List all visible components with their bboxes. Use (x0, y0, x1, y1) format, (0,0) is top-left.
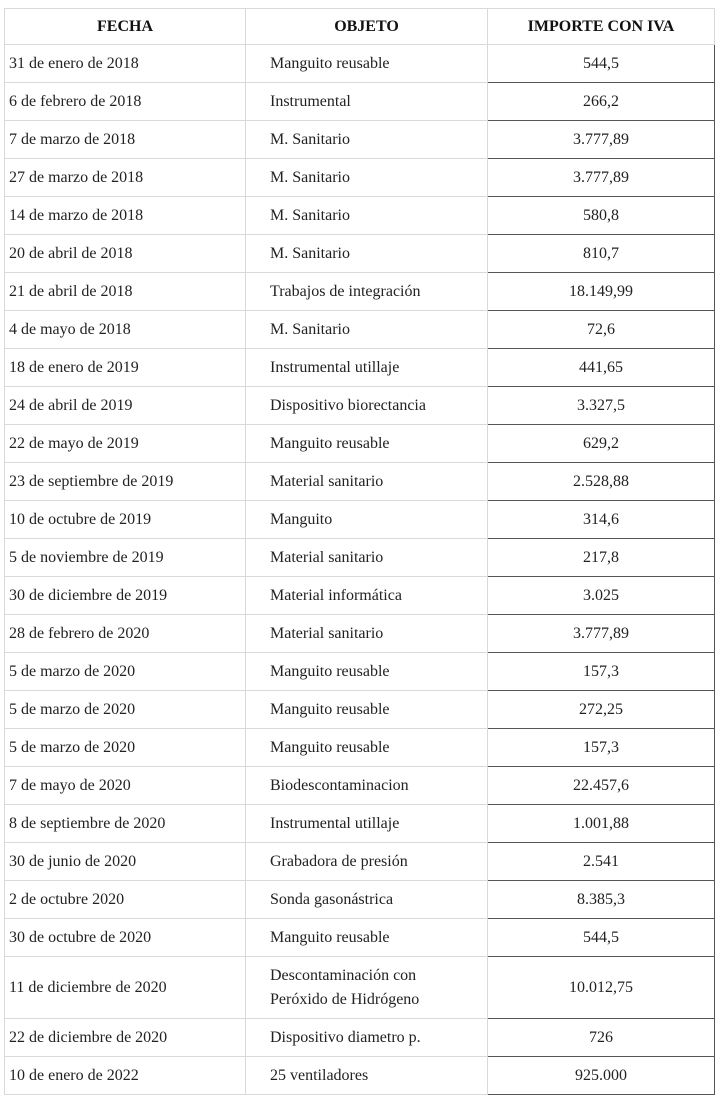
cell-objeto: Instrumental utillaje (246, 805, 488, 843)
header-importe: IMPORTE CON IVA (488, 9, 715, 45)
table-row (5, 273, 715, 311)
cell-importe: 3.025 (488, 577, 715, 615)
cell-objeto: Dispositivo diametro p. (246, 1019, 488, 1057)
table-row (5, 387, 715, 425)
cell-fecha: 7 de marzo de 2018 (5, 121, 246, 159)
cell-fecha: 30 de diciembre de 2019 (5, 577, 246, 615)
cell-fecha: 23 de septiembre de 2019 (5, 463, 246, 501)
cell-importe: 726 (488, 1019, 715, 1057)
cell-objeto-line: Descontaminación con (270, 966, 417, 984)
invoice-table (4, 8, 715, 1095)
cell-objeto: Material sanitario (246, 615, 488, 653)
cell-objeto: 25 ventiladores (246, 1057, 488, 1095)
header-fecha: FECHA (5, 9, 246, 45)
table-row (5, 843, 715, 881)
table-row (5, 767, 715, 805)
cell-fecha: 22 de diciembre de 2020 (5, 1019, 246, 1057)
cell-fecha: 5 de marzo de 2020 (5, 653, 246, 691)
cell-importe: 266,2 (488, 83, 715, 121)
table-body (5, 45, 715, 1095)
cell-objeto: M. Sanitario (246, 121, 488, 159)
cell-objeto: M. Sanitario (246, 159, 488, 197)
cell-fecha: 18 de enero de 2019 (5, 349, 246, 387)
cell-fecha: 30 de octubre de 2020 (5, 919, 246, 957)
cell-fecha: 4 de mayo de 2018 (5, 311, 246, 349)
cell-importe: 925.000 (488, 1057, 715, 1095)
cell-importe: 22.457,6 (488, 767, 715, 805)
cell-importe: 441,65 (488, 349, 715, 387)
table-row (5, 577, 715, 615)
cell-importe: 544,5 (488, 919, 715, 957)
table-header (5, 9, 715, 45)
table-row (5, 83, 715, 121)
table-row (5, 311, 715, 349)
cell-importe: 157,3 (488, 729, 715, 767)
cell-fecha: 5 de noviembre de 2019 (5, 539, 246, 577)
cell-objeto: M. Sanitario (246, 311, 488, 349)
cell-fecha: 5 de marzo de 2020 (5, 691, 246, 729)
cell-importe: 580,8 (488, 197, 715, 235)
cell-objeto: Trabajos de integración (246, 273, 488, 311)
cell-fecha: 11 de diciembre de 2020 (5, 957, 246, 1019)
cell-objeto: M. Sanitario (246, 197, 488, 235)
cell-importe: 544,5 (488, 45, 715, 83)
table-row (5, 349, 715, 387)
cell-objeto: Manguito reusable (246, 653, 488, 691)
cell-fecha: 30 de junio de 2020 (5, 843, 246, 881)
cell-objeto: Manguito reusable (246, 425, 488, 463)
cell-importe: 18.149,99 (488, 273, 715, 311)
cell-fecha: 10 de enero de 2022 (5, 1057, 246, 1095)
cell-fecha: 2 de octubre 2020 (5, 881, 246, 919)
table-row (5, 653, 715, 691)
table-row (5, 1019, 715, 1057)
cell-importe: 272,25 (488, 691, 715, 729)
cell-objeto: Instrumental (246, 83, 488, 121)
table-row (5, 691, 715, 729)
cell-objeto: Grabadora de presión (246, 843, 488, 881)
table-row (5, 121, 715, 159)
cell-fecha: 20 de abril de 2018 (5, 235, 246, 273)
cell-importe: 3.327,5 (488, 387, 715, 425)
table-row (5, 729, 715, 767)
cell-objeto: Dispositivo biorectancia (246, 387, 488, 425)
cell-importe: 3.777,89 (488, 159, 715, 197)
cell-fecha: 22 de mayo de 2019 (5, 425, 246, 463)
cell-objeto: Biodescontaminacion (246, 767, 488, 805)
cell-objeto: M. Sanitario (246, 235, 488, 273)
cell-fecha: 27 de marzo de 2018 (5, 159, 246, 197)
cell-importe: 2.541 (488, 843, 715, 881)
cell-fecha: 21 de abril de 2018 (5, 273, 246, 311)
table-row (5, 1057, 715, 1095)
cell-fecha: 28 de febrero de 2020 (5, 615, 246, 653)
cell-objeto: Material sanitario (246, 463, 488, 501)
cell-importe: 217,8 (488, 539, 715, 577)
table-row (5, 235, 715, 273)
header-objeto: OBJETO (246, 9, 488, 45)
cell-importe: 1.001,88 (488, 805, 715, 843)
cell-importe: 629,2 (488, 425, 715, 463)
cell-fecha: 7 de mayo de 2020 (5, 767, 246, 805)
cell-importe: 3.777,89 (488, 121, 715, 159)
table-row (5, 45, 715, 83)
cell-fecha: 8 de septiembre de 2020 (5, 805, 246, 843)
table-row (5, 425, 715, 463)
cell-fecha: 14 de marzo de 2018 (5, 197, 246, 235)
cell-fecha: 6 de febrero de 2018 (5, 83, 246, 121)
cell-fecha: 10 de octubre de 2019 (5, 501, 246, 539)
table-row (5, 539, 715, 577)
header-row (5, 9, 715, 45)
cell-objeto: Instrumental utillaje (246, 349, 488, 387)
cell-fecha: 31 de enero de 2018 (5, 45, 246, 83)
cell-importe: 157,3 (488, 653, 715, 691)
cell-importe: 3.777,89 (488, 615, 715, 653)
cell-objeto: Manguito reusable (246, 691, 488, 729)
table-row (5, 463, 715, 501)
cell-objeto: Material informática (246, 577, 488, 615)
table-row (5, 501, 715, 539)
cell-objeto: Sonda gasonástrica (246, 881, 488, 919)
cell-fecha: 24 de abril de 2019 (5, 387, 246, 425)
cell-objeto (246, 957, 488, 1019)
cell-importe: 10.012,75 (488, 957, 715, 1019)
cell-fecha: 5 de marzo de 2020 (5, 729, 246, 767)
table-row (5, 805, 715, 843)
cell-importe: 2.528,88 (488, 463, 715, 501)
cell-objeto: Manguito reusable (246, 729, 488, 767)
cell-objeto: Manguito reusable (246, 919, 488, 957)
table-row (5, 159, 715, 197)
cell-objeto: Manguito (246, 501, 488, 539)
cell-importe: 72,6 (488, 311, 715, 349)
cell-objeto-line: Peróxido de Hidrógeno (270, 990, 420, 1008)
cell-importe: 314,6 (488, 501, 715, 539)
cell-importe: 810,7 (488, 235, 715, 273)
cell-objeto: Material sanitario (246, 539, 488, 577)
cell-importe: 8.385,3 (488, 881, 715, 919)
table-row (5, 957, 715, 1019)
table-row (5, 197, 715, 235)
cell-objeto: Manguito reusable (246, 45, 488, 83)
table-row (5, 615, 715, 653)
table-row (5, 881, 715, 919)
table-row (5, 919, 715, 957)
